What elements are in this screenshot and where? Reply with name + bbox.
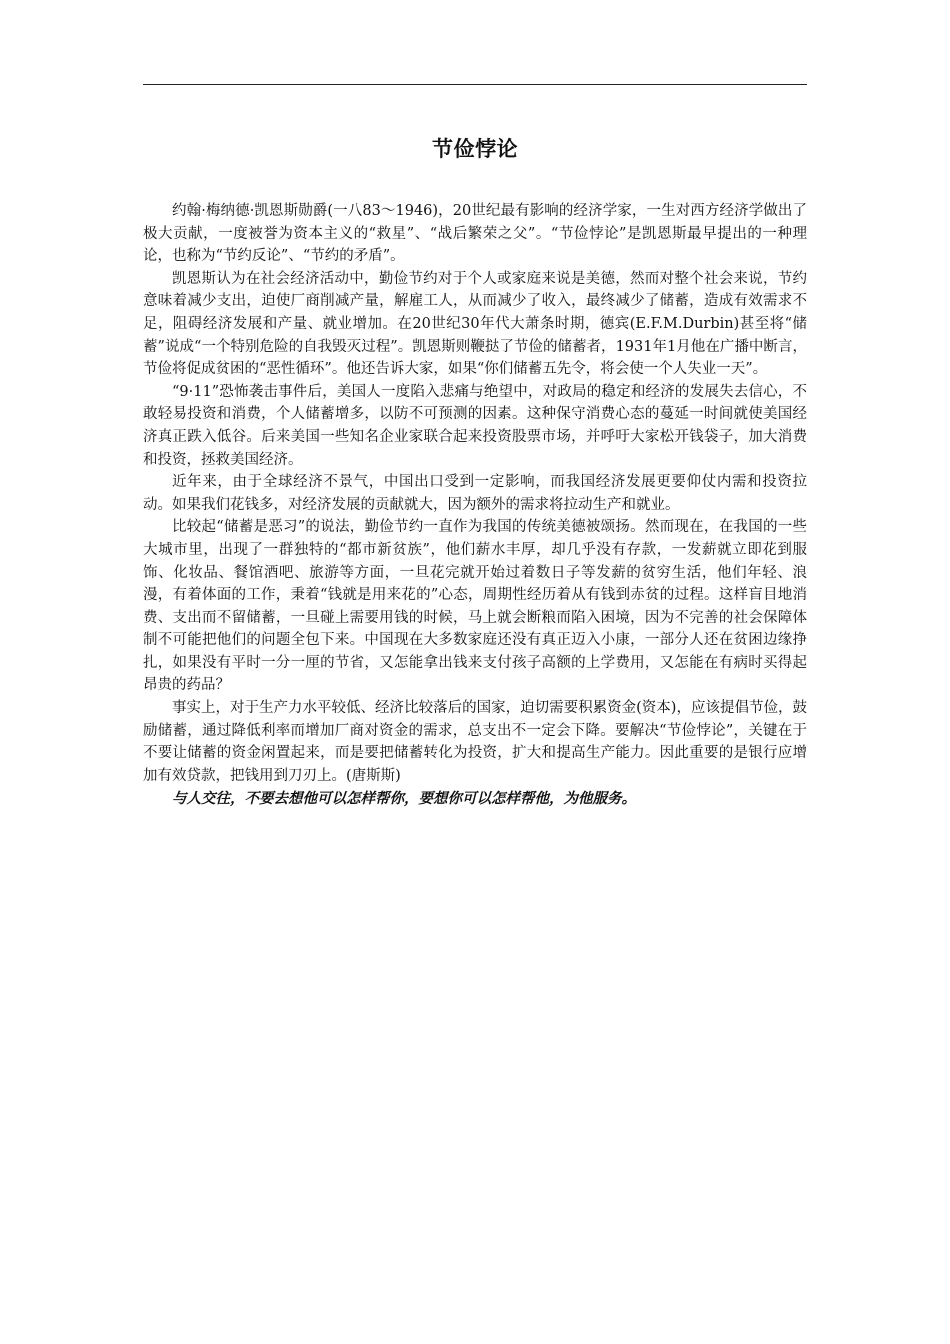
paragraph-china-demand: 近年来，由于全球经济不景气，中国出口受到一定影响，而我国经济发展更要仰仗内需和投资拉动。如果我们花钱多，对经济发展的贡献就大，因为额外的需求将拉动生产和就业。 [143,474,807,513]
article-body [143,200,807,811]
paragraph-911: “9·11”恐怖袭击事件后，美国人一度陷入悲痛与绝望中，对政局的稳定和经济的发展失去信心，不敢轻易投资和消费，个人储蓄增多，以防不可预测的因素。这种保守消费心态的蔓延一时间就使美国经济真正跌入低谷。后来美国一些知名企业家联合起来投资股票市场，并呼吁大家松开钱袋子，加大消费和投资，拯救美国经济。 [143,383,807,468]
paragraph-intro: 约翰·梅纳德·凯恩斯勋爵(一八83～1946)，20世纪最有影响的经济学家，一生对西方经济学做出了极大贡献，一度被誉为资本主义的“救星”、“战后繁荣之父”。“节俭悖论”是凯恩斯最早提出的一种理论，也称为“节约反论”、“节约的矛盾”。 [143,203,807,265]
paragraph-conclusion: 事实上，对于生产力水平较低、经济比较落后的国家，迫切需要积累资金(资本)，应该提倡节俭，鼓励储蓄，通过降低利率而增加厂商对资金的需求，总支出不一定会下降。要解决“节俭悖论”，关键在于不要让储蓄的资金闲置起来，而是要把储蓄转化为投资，扩大和提高生产能力。因此重要的是银行应增加有效贷款，把钱用到刀刃上。(唐斯斯) [143,700,807,784]
paragraph-keynes-theory: 凯恩斯认为在社会经济活动中，勤俭节约对于个人或家庭来说是美德，然而对整个社会来说，节约意味着减少支出，迫使厂商削减产量，解雇工人，从而减少了收入，最终减少了储蓄，造成有效需求不足，阻碍经济发展和产量、就业增加。在20世纪30年代大萧条时期，德宾(E.F.M.Durbin)甚至将“储蓄”说成“一个特别危险的自我毁灭过程”。凯恩斯则鞭挞了节俭的储蓄者，1931年1月他在广播中断言，节俭将促成贫困的“恶性循环”。他还告诉大家，如果“你们储蓄五先令，将会使一个人失业一天”。 [143,270,807,378]
closing-quote: 与人交往，不要去想他可以怎样帮你，要想你可以怎样帮他，为他服务。 [172,790,636,808]
paragraph-new-poor: 比较起“储蓄是恶习”的说法，勤俭节约一直作为我国的传统美德被颂扬。然而现在，在我国的一些大城市里，出现了一群独特的“都市新贫族”，他们薪水丰厚，却几乎没有存款，一发薪就立即花到服饰、化妆品、餐馆酒吧、旅游等方面，一旦花完就开始过着数日子等发薪的贫穷生活，他们年轻、浪漫，有着体面的工作，秉着“钱就是用来花的”心态，周期性经历着从有钱到赤贫的过程。这样盲目地消费、支出而不留储蓄，一旦碰上需要用钱的时候，马上就会断粮而陷入困境，因为不完善的社会保障体制不可能把他们的问题全包下来。中国现在大多数家庭还没有真正迈入小康，一部分人还在贫困边缘挣扎，如果没有平时一分一厘的节省，又怎能拿出钱来支付孩子高额的上学费用，又怎能在有病时买得起昂贵的药品？ [143,519,807,694]
document-title: 节俭悖论 [432,137,518,161]
header-rule [143,84,807,85]
